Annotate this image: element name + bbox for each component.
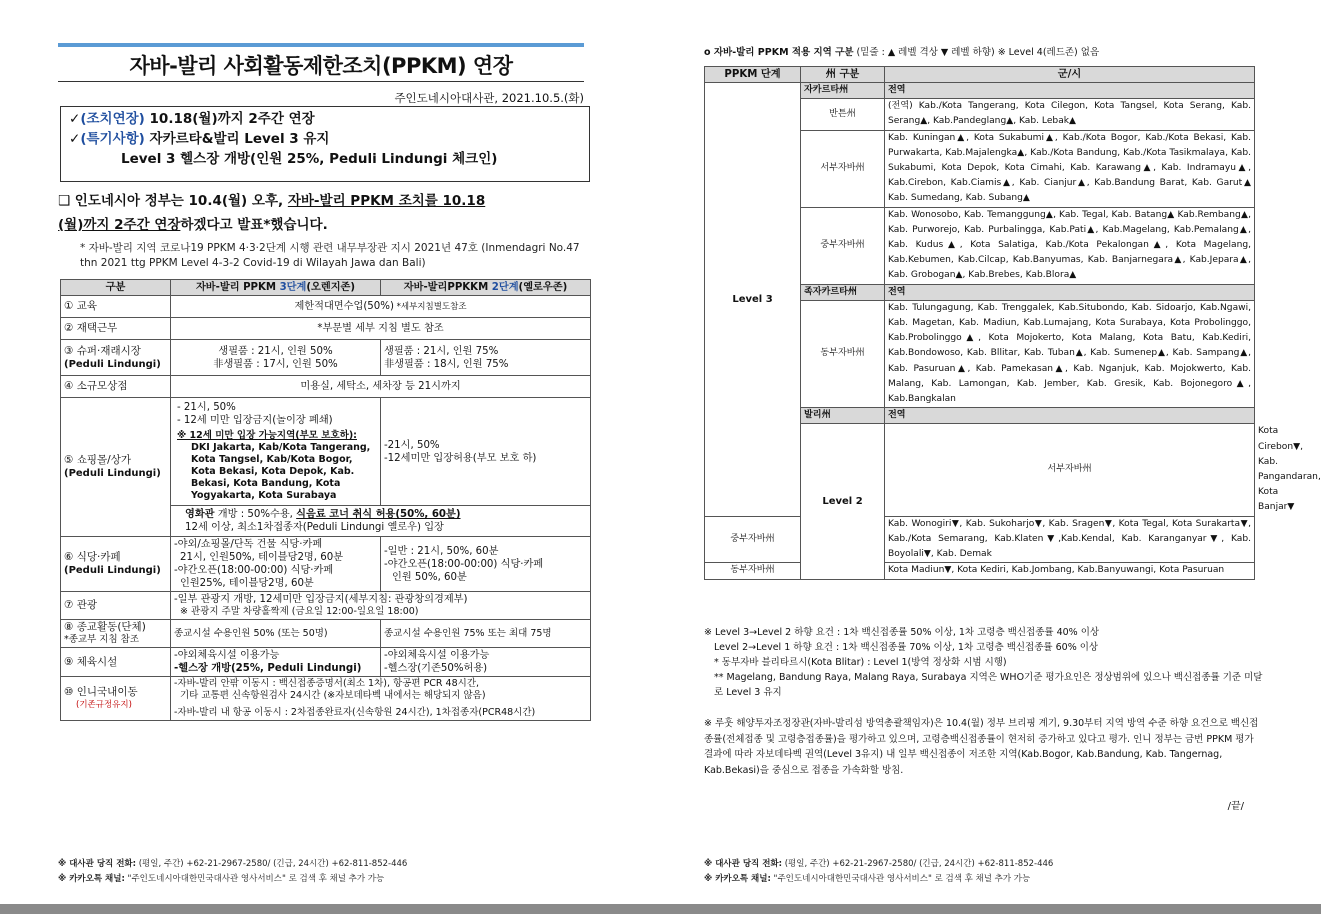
table-row: 중부자바州 Kab. Wonosobo, Kab. Temanggung▲, Kab. Tegal, Kab. Batang▲ Kab.Rembang▲, Kab. Purworejo, Kab. Purbalingga, Kab.Pati▲, Kab.Magelang, Kab.Pemalang▲, Kab. Kudus▲, Kota Salatiga, Kab./Kota Pekalongan▲, Kota Magelang, Kab.Kebumen, Kab.Cilcap, Kab.Banyumas, Kab. Banjarnegara▲, Kab.Jepara▲, Kab. Grobogan▲, Kab.Brebes, Kab.Blora▲ [705,207,1255,284]
end-mark: /끝/ [1227,801,1244,812]
title-top-rule [58,43,584,47]
table-row: ⑨ 체육시설 -야외체육시설 이용가능 -헬스장 개방(25%, Peduli Lindungi) -야외체육시설 이용가능 -헬스장(기존50%허용) [61,648,591,677]
table-row: 족자카르타州 전역 [705,284,1255,300]
summary-tag-special: (특기사항) [80,131,145,147]
footer-kakao: ※ 카카오톡 채널: "주인도네시아대한민국대사관 영사서비스" 로 검색 후 채널 추가 가능 [58,874,385,884]
issuer-date: 주인도네시아대사관, 2021.10.5.(화) [394,91,584,105]
check-icon: ✓ [69,111,81,127]
table-row: 반튼州 (전역) Kab./Kota Tangerang, Kota Cilegon, Kota Tangsel, Kota Serang, Kab. Serang▲, Kab.Pandeglang▲, Kab. Lebak▲ [705,99,1255,130]
minister-note: ※ 루훗 해양투자조정장관(자바-발리섬 방역총괄책임자)은 10.4(월) 정부 브리핑 계기, 9.30부터 지역 방역 수준 하향 요건으로 백신접종률(전체접종 및 고령층접종률)을 평가하고 있으며, 고령층백신접종률이 현저히 증가하고 있다고 평가. 인니 정부는 금번 PPKM 평가 결과에 따라 자보데타벡 권역(Level 3유지) 내 일부 백신접종이 저조한 지역(Kab.Bogor, Kab.Bandung, Kab. Tangernag, Kab.Bekasi)을 중심으로 접종을 가속화할 방침. [704,718,1259,776]
region-heading: o 자바-발리 PPKM 적용 지역 구분 (밑줄 : ▲ 레벨 격상 ▼ 레벨 하향) ※ Level 4(레드존) 없음 [704,47,1100,58]
summary-tag-extension: (조치연장) [80,111,145,127]
table-row: ① 교육 제한적대면수업(50%) *세부지침별도참조 [61,296,591,318]
table-header-row: PPKM 단계 州 구분 군/시 [705,67,1255,83]
table-row: Level 2 서부자바州 Kota Cirebon▼, Kab. Pangandaran, Kota Banjar▼ [705,424,1255,516]
left-page [0,0,640,914]
region-notes: ※ Level 3→Level 2 하향 요건 : 1차 백신접종률 50% 이상, 1차 고령층 백신접종률 40% 이상 Level 2→Level 1 하향 요건 : 1차 백신접종률 70% 이상, 1차 고령층 백신접종률 60% 이상 * 동부자바 블리타르시(Kota Blitar) : Level 1(방역 정상화 시범 시행) ** Magelang, Bandung Raya, Malang Raya, Surabaya 지역은 WHO기준 평가요인은 정상범위에 있으나 백신접종률 기준 미달로 Level 3 유지 [704,627,1263,698]
summary-text-special: 자카르타&발리 Level 3 유지 [144,131,330,147]
summary-box [60,106,590,182]
table-row: 중부자바州 Kab. Wonogiri▼, Kab. Sukoharjo▼, Kab. Sragen▼, Kota Tegal, Kota Surakarta▼, Kab./Kota Semarang, Kab.Klaten▼,Kab.Kendal, Kab. Karanganyar▼, Kab. Boyolali▼, Kab. Demak [705,516,1255,563]
table-row: 영화관 개방 : 50%수용, 식음료 코너 취식 허용(50%, 60분) 12세 이상, 최소1차접종자(Peduli Lindungi 옐로우) 입장 [61,506,591,537]
table-header-row: 구분 자바-발리 PPKM 3단계(오렌지존) 자바-발리PPKKM 2단계(옐로우존) [61,280,591,296]
measures-table [60,279,591,721]
table-row: Level 3 자카르타州 전역 [705,83,1255,99]
table-row: ⑦ 관광 -일부 관광지 개방, 12세미만 입장금지(세부지침: 관광창의경제부) ※ 관광지 주말 차량홀짝제 (금요일 12:00-일요일 18:00) [61,592,591,620]
table-row: 동부자바州 Kota Madiun▼, Kota Kediri, Kab.Jombang, Kab.Banyuwangi, Kota Pasuruan [705,563,1255,579]
main-announcement: ❑ 인도네시아 정부는 10.4(월) 오후, 자바-발리 PPKM 조치를 10.18 (월)까지 2주간 연장하겠다고 발표*했습니다. [58,193,486,233]
summary-text-extension: 10.18(월)까지 2주간 연장 [144,111,315,127]
region-table [704,66,1321,580]
title-bottom-rule [58,81,584,82]
table-row: ② 재택근무 *부문별 세부 지침 별도 참조 [61,318,591,340]
check-icon: ✓ [69,131,81,147]
right-page [640,0,1321,914]
page-title: 자바-발리 사회활동제한조치(PPKM) 연장 [129,54,513,78]
footer-kakao: ※ 카카오톡 채널: "주인도네시아대한민국대사관 영사서비스" 로 검색 후 채널 추가 가능 [704,874,1031,884]
viewer-bottom-bar [0,904,1321,914]
summary-text-gym: Level 3 헬스장 개방(인원 25%, Peduli Lindungi 체크인) [121,151,498,167]
table-row: ⑧ 종교활동(단체) *종교부 지침 참조 종교시설 수용인원 50% (또는 50명) 종교시설 수용인원 75% 또는 최대 75명 [61,620,591,648]
table-row: ⑥ 식당·카페 (Peduli Lindungi) -야외/쇼핑몰/단독 건물 식당·카페 21시, 인원50%, 테이블당2명, 60분 -야간오픈(18:00-00:00) 식당·카페 인원25%, 테이블당2명, 60분 -일반 : 21시, 50%, 60분 -야간오픈(18:00-00:00) 식당·카페 인원 50%, 60분 [61,537,591,592]
table-row: 동부자바州 Kab. Tulungagung, Kab. Trenggalek, Kab.Situbondo, Kab. Sidoarjo, Kab.Ngawi, Kab. Magetan, Kab. Madiun, Kab.Lumajang, Kota Surabaya, Kota Probolinggo, Kab.Probolinggo▲, Kota Mojokerto, Kota Malang, Kota Batu, Kab.Kediri, Kab.Bondowoso, Kab. Bllitar, Kab. Tuban▲, Kab. Sumenep▲, Kab. Sampang▲, Kab. Pasuruan▲, Kab. Pamekasan▲, Kab. Nganjuk, Kab. Mojokwerto, Kab. Malang, Kab. Lamongan, Kab. Jember, Kab. Gresik, Kab. Bojonegoro▲, Kab.Bangkalan [705,300,1255,407]
table-row: ④ 소규모상점 미용실, 세탁소, 세차장 등 21시까지 [61,376,591,398]
table-row: ③ 슈퍼·재래시장 (Peduli Lindungi) 생필품 : 21시, 인원 50% 非생필품 : 17시, 인원 50% 생필품 : 21시, 인원 75% 非생필품 : 18시, 인원 75% [61,340,591,376]
footer-phone: ※ 대사관 당직 전화: (평일, 주간) +62-21-2967-2580/ (긴급, 24시간) +62-811-852-446 [58,859,408,869]
footer-phone: ※ 대사관 당직 전화: (평일, 주간) +62-21-2967-2580/ (긴급, 24시간) +62-811-852-446 [704,859,1054,869]
table-row: 발리州 전역 [705,408,1255,424]
table-row: ⑤ 쇼핑몰/상가 (Peduli Lindungi) - 21시, 50% - 12세 미만 입장금지(놀이장 폐쇄) ※ 12세 미만 입장 가능지역(부모 보호하): DKI Jakarta, Kab/Kota Tangerang, Kota Tangsel, Kab/Kota Bogor, Kota Bekasi, Kota Depok, Kab. Bekasi, Kota Bandung, Kota Yogyakarta, Kota Surabaya -21시, 50% -12세미만 입장허용(부모 보호 하) [61,398,591,506]
announcement-footnote: * 자바-발리 지역 코로나19 PPKM 4·3·2단계 시행 관련 내무부장관 지시 2021년 47호 (Inmendagri No.47 thn 2021 ttg PPKM Level 4-3-2 Covid-19 di Wilayah Jawa dan Bali) [80,242,580,269]
table-row: 서부자바州 Kab. Kuningan▲, Kota Sukabumi▲, Kab./Kota Bogor, Kab./Kota Bekasi, Kab. Purwakarta, Kab.Majalengka▲, Kab./Kota Bandung, Kab./Kota Tasikmalaya, Kab. Sukabumi, Kota Depok, Kota Cimahi, Kab. Karawang▲, Kab. Indramayu▲, Kab.Cirebon, Kab.Ciamis▲, Kab. Cianjur▲, Kab.Bandung Barat, Kab. Garut▲ Kab. Sumedang, Kab. Subang▲ [705,130,1255,207]
table-row: ⑩ 인니국내이동 (기존규정유지) -자바-발리 안팎 이동시 : 백신접종증명서(최소 1차), 항공편 PCR 48시간, 기타 교통편 신속항원검사 24시간 (※자보데타벡 내에서는 해당되지 않음) -자바-발리 내 항공 이동시 : 2차접종완료자(신속항원 24시간), 1차접종자(PCR48시간) [61,677,591,721]
